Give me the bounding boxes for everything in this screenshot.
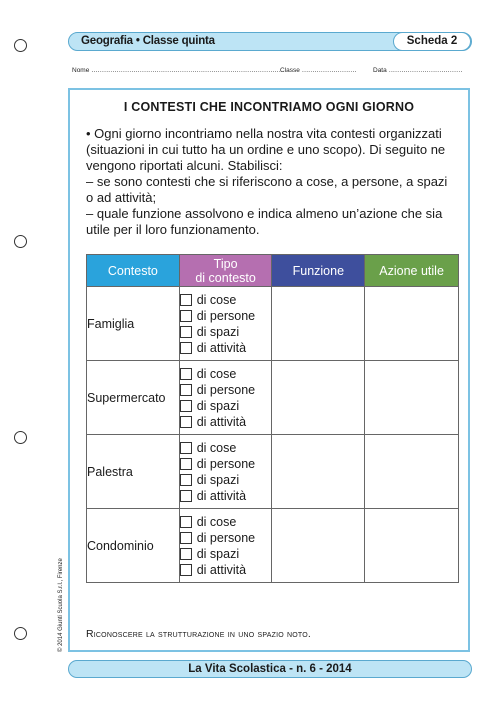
option-label: di spazi [196,324,240,339]
azione-answer-cell[interactable] [365,435,459,509]
instruction-text: – quale funzione assolvono e indica almeno un’azione che sia utile per il loro funzionamento. [86,206,443,237]
binder-hole [14,39,27,52]
data-field[interactable]: Data ................................... [373,67,463,74]
option-label: di persone [196,530,256,545]
type-options-cell [179,435,272,509]
student-fields [72,67,470,79]
type-options-cell [179,509,272,583]
header-contesto: Contesto [87,255,180,287]
instruction-text: – se sono contesti che si riferiscono a cose, a persone, a spazi o ad attività; [86,174,448,205]
checkbox[interactable] [180,490,192,502]
checkbox[interactable] [180,564,192,576]
type-option[interactable] [180,562,272,578]
footer-bar: La Vita Scolastica - n. 6 - 2014 [68,660,472,678]
classe-field[interactable]: Classe .......................... [280,67,357,74]
context-table [86,254,459,583]
azione-answer-cell[interactable] [365,287,459,361]
nome-label: Nome [72,67,90,74]
binder-hole [14,235,27,248]
checkbox[interactable] [180,310,192,322]
azione-answer-cell[interactable] [365,509,459,583]
option-label: di spazi [196,398,240,413]
funzione-answer-cell[interactable] [272,435,365,509]
option-label: di persone [196,456,256,471]
option-label: di spazi [196,546,240,561]
option-label: di attività [196,340,247,355]
header-azione: Azione utile [365,255,459,287]
checkbox[interactable] [180,294,192,306]
type-option[interactable] [180,514,272,530]
table-row [87,509,459,583]
type-option[interactable] [180,398,272,414]
data-label: Data [373,67,387,74]
worksheet-frame [68,88,470,652]
funzione-answer-cell[interactable] [272,361,365,435]
option-label: di cose [196,514,237,529]
header-funzione: Funzione [272,255,365,287]
copyright: © 2014 Giunti Scuola S.r.l., Firenze [58,558,64,652]
instructions [86,126,458,238]
checkbox[interactable] [180,474,192,486]
table-header-row [87,255,459,287]
azione-answer-cell[interactable] [365,361,459,435]
type-option[interactable] [180,546,272,562]
objective-note: Riconoscere la strutturazione in uno spazio noto. [86,628,312,640]
header-tipo: Tipo di contesto [179,255,272,287]
checkbox[interactable] [180,442,192,454]
type-option[interactable] [180,440,272,456]
classe-label: Classe [280,67,300,74]
context-name: Famiglia [87,287,180,361]
checkbox[interactable] [180,342,192,354]
funzione-answer-cell[interactable] [272,287,365,361]
table-row [87,361,459,435]
type-options-cell [179,361,272,435]
type-option[interactable] [180,340,272,356]
type-option[interactable] [180,472,272,488]
checkbox[interactable] [180,458,192,470]
option-label: di persone [196,308,256,323]
option-label: di spazi [196,472,240,487]
type-option[interactable] [180,382,272,398]
table-row [87,435,459,509]
checkbox[interactable] [180,400,192,412]
type-option[interactable] [180,292,272,308]
type-option[interactable] [180,488,272,504]
subject-title: Geografia • Classe quinta [81,35,215,47]
type-option[interactable] [180,456,272,472]
checkbox[interactable] [180,516,192,528]
type-option[interactable] [180,366,272,382]
checkbox[interactable] [180,532,192,544]
funzione-answer-cell[interactable] [272,509,365,583]
checkbox[interactable] [180,384,192,396]
checkbox[interactable] [180,416,192,428]
instruction-text: • Ogni giorno incontriamo nella nostra vita contesti organizzati (situazioni in cui tutto ha un ordine e uno scopo). Di seguito ne vengono riportati alcuni. Stabilisci: [86,126,446,173]
context-name: Supermercato [87,361,180,435]
checkbox[interactable] [180,548,192,560]
context-name: Palestra [87,435,180,509]
header-bar [68,32,472,51]
context-name: Condominio [87,509,180,583]
option-label: di cose [196,366,237,381]
option-label: di attività [196,414,247,429]
type-options-cell [179,287,272,361]
option-label: di attività [196,488,247,503]
type-option[interactable] [180,414,272,430]
type-option[interactable] [180,530,272,546]
binder-hole [14,627,27,640]
nome-field[interactable]: Nome .......................................................................................... [72,67,281,74]
option-label: di persone [196,382,256,397]
table-row [87,287,459,361]
option-label: di attività [196,562,247,577]
option-label: di cose [196,292,237,307]
binder-hole [14,431,27,444]
type-option[interactable] [180,324,272,340]
checkbox[interactable] [180,326,192,338]
type-option[interactable] [180,308,272,324]
checkbox[interactable] [180,368,192,380]
worksheet-title: I CONTESTI CHE INCONTRIAMO OGNI GIORNO [123,100,415,114]
option-label: di cose [196,440,237,455]
scheda-label: Scheda 2 [393,32,471,51]
